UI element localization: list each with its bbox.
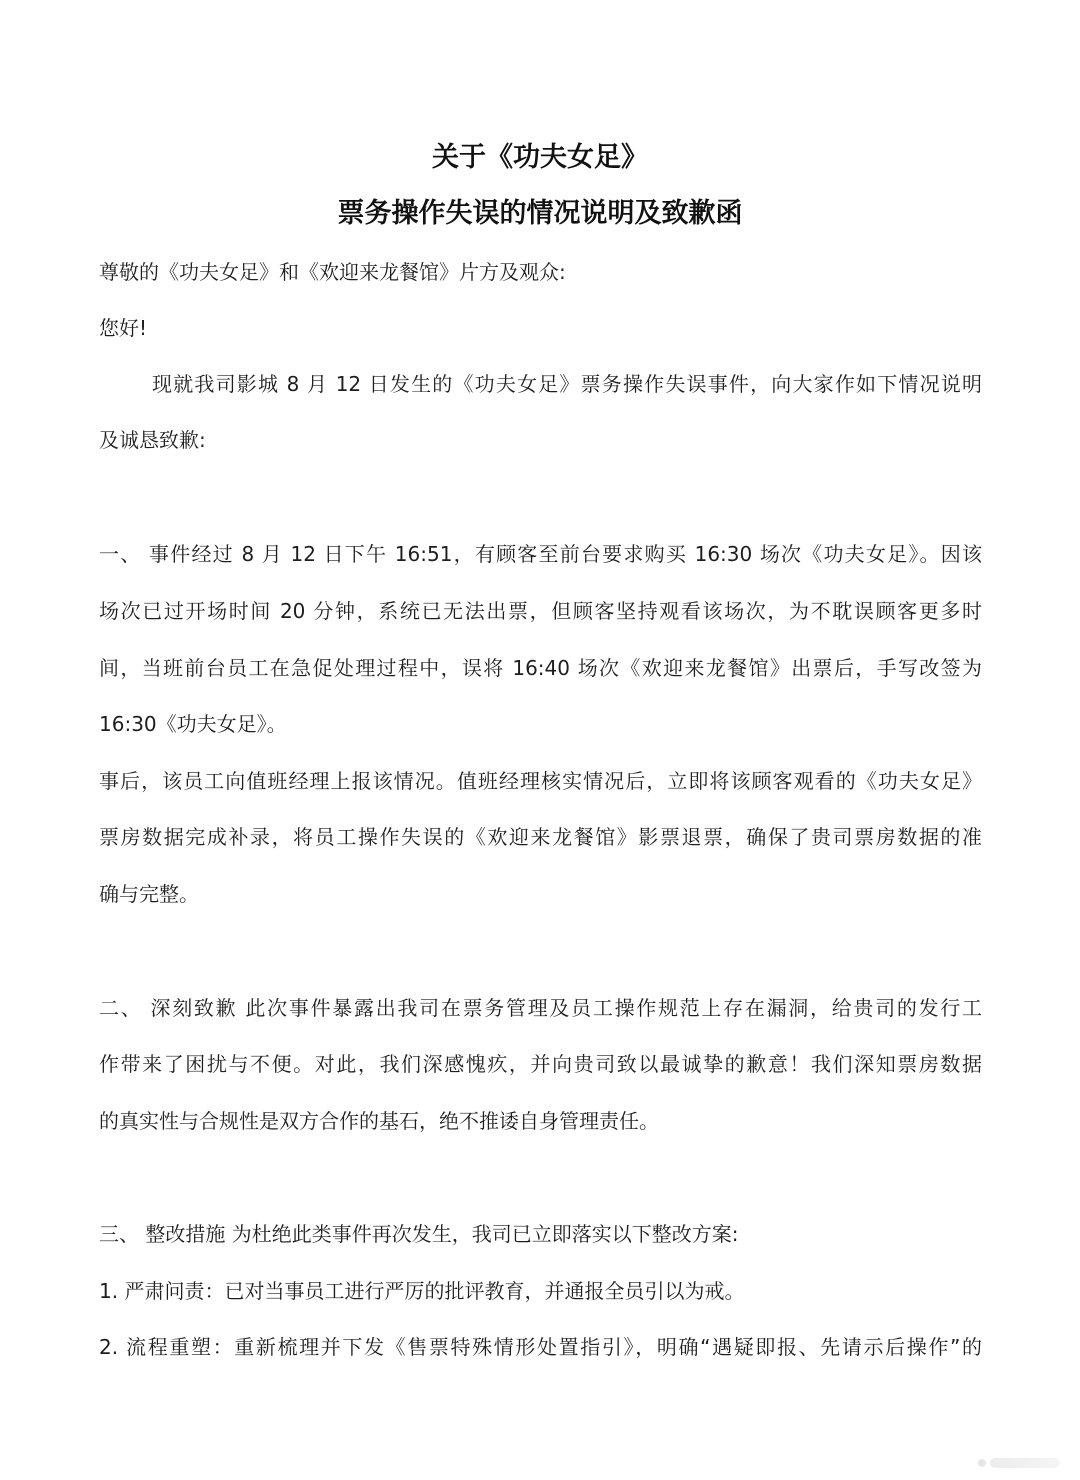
document-title-line-1: 关于《功夫女足》	[432, 142, 648, 173]
section-3-line-1: 三、 整改措施 为杜绝此类事件再次发生，我司已立即落实以下整改方案:	[99, 1222, 739, 1246]
faint-watermark	[950, 1452, 1060, 1474]
section-2-line-1: 二、 深刻致歉 此次事件暴露出我司在票务管理及员工操作规范上存在漏洞，给贵司的发行工	[99, 996, 982, 1020]
watermark-bar	[990, 1458, 1060, 1468]
section-3-item-1: 1. 严肃问责：已对当事员工进行严厉的批评教育，并通报全员引以为戒。	[99, 1279, 745, 1303]
section-1-line-2: 场次已过开场时间 20 分钟，系统已无法出票，但顾客坚持观看该场次，为不耽误顾客更多时	[99, 599, 982, 623]
document-title-line-2: 票务操作失误的情况说明及致歉函	[337, 198, 743, 229]
section-1-line-1: 一、 事件经过 8 月 12 日下午 16:51，有顾客至前台要求购买 16:30 场次《功夫女足》。因该	[99, 542, 982, 566]
intro-line-2: 及诚恳致歉:	[99, 428, 206, 452]
section-1-line-7: 确与完整。	[99, 882, 199, 906]
intro-line-1: 现就我司影城 8 月 12 日发生的《功夫女足》票务操作失误事件，向大家作如下情况说明	[152, 372, 982, 396]
section-1-line-3: 间，当班前台员工在急促处理过程中，误将 16:40 场次《欢迎来龙餐馆》出票后，手写改签为	[99, 656, 982, 680]
section-1-line-5: 事后，该员工向值班经理上报该情况。值班经理核实情况后，立即将该顾客观看的《功夫女足》	[99, 769, 982, 793]
section-3-item-2: 2. 流程重塑：重新梳理并下发《售票特殊情形处置指引》，明确“遇疑即报、先请示后操作”的	[99, 1335, 982, 1359]
section-2-line-3: 的真实性与合规性是双方合作的基石，绝不推诿自身管理责任。	[99, 1109, 659, 1133]
greeting: 您好!	[99, 316, 148, 340]
section-1-line-4: 16:30《功夫女足》。	[99, 712, 287, 736]
section-1-line-6: 票房数据完成补录，将员工操作失误的《欢迎来龙餐馆》影票退票，确保了贵司票房数据的准	[99, 825, 982, 849]
salutation: 尊敬的《功夫女足》和《欢迎来龙餐馆》片方及观众:	[99, 260, 566, 284]
section-2-line-2: 作带来了困扰与不便。对此，我们深感愧疚，并向贵司致以最诚挚的歉意！我们深知票房数据	[99, 1052, 982, 1076]
watermark-dot	[978, 1459, 986, 1467]
